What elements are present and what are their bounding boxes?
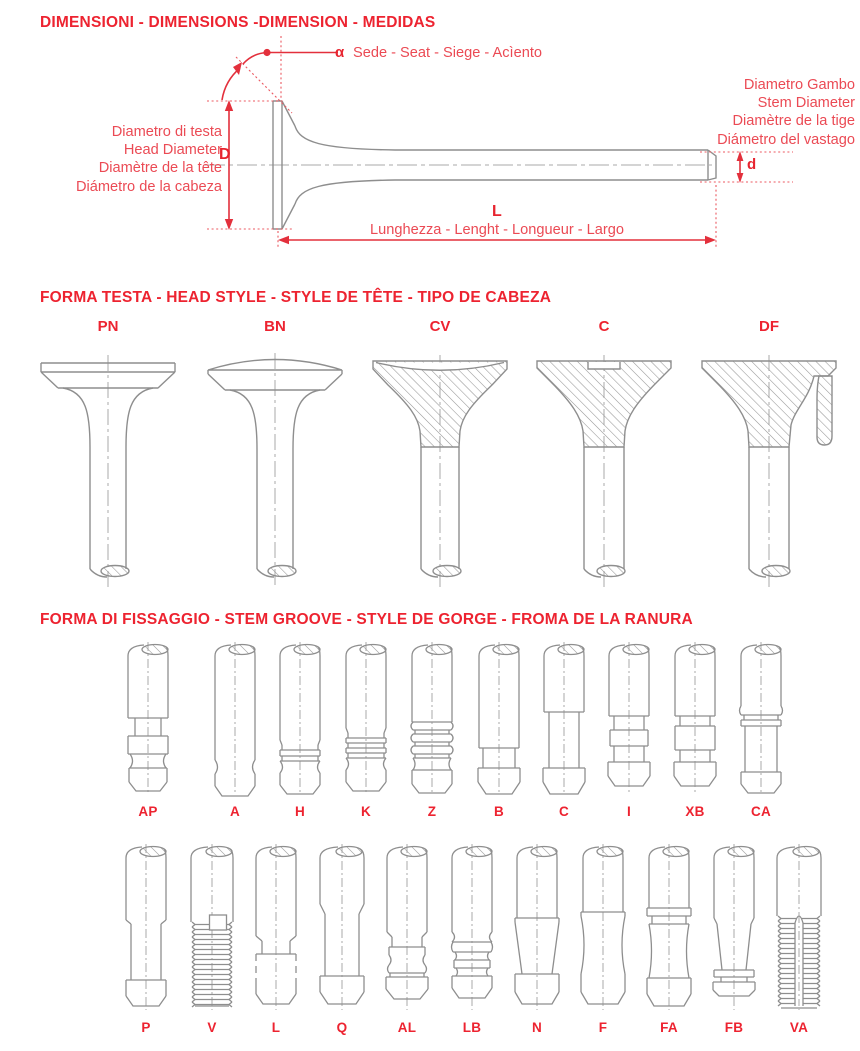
stem-groove-label-ap: AP bbox=[138, 804, 158, 819]
head-diameter-line-it: Diametro di testa bbox=[111, 124, 222, 140]
head-style-drawing-df bbox=[694, 341, 844, 591]
stem-groove-label-p: P bbox=[141, 1020, 151, 1035]
seat-leader-line bbox=[243, 53, 338, 65]
stem-groove-item-q bbox=[314, 842, 370, 1035]
stem-groove-label-v: V bbox=[207, 1020, 217, 1035]
dimensions-title: DIMENSIONI - DIMENSIONS -DIMENSION - MEDIDAS bbox=[40, 14, 436, 31]
stem-groove-item-l bbox=[248, 842, 304, 1035]
stem-groove-label-l: L bbox=[271, 1020, 281, 1035]
length-letter: L bbox=[492, 203, 502, 220]
stem-groove-item-fb bbox=[706, 842, 762, 1035]
stem-groove-drawing-p bbox=[118, 842, 174, 1014]
head-style-label-pn: PN bbox=[97, 318, 119, 335]
stem-groove-drawing-ca bbox=[733, 640, 789, 798]
stem-groove-label-lb: LB bbox=[462, 1020, 482, 1035]
head-style-drawing-bn bbox=[200, 341, 350, 591]
stem-groove-label-k: K bbox=[360, 804, 372, 819]
stem-groove-item-al bbox=[379, 842, 435, 1035]
stem-groove-item-z bbox=[404, 640, 460, 819]
stem-groove-label-f: F bbox=[598, 1020, 608, 1035]
head-style-label-bn: BN bbox=[264, 318, 286, 335]
stem-groove-label-z: Z bbox=[427, 804, 437, 819]
stem-groove-drawing-al bbox=[379, 842, 435, 1014]
stem-groove-drawing-va bbox=[771, 842, 827, 1014]
stem-groove-item-va bbox=[771, 842, 827, 1035]
stem-groove-label-fb: FB bbox=[724, 1020, 744, 1035]
stem-groove-item-k bbox=[338, 640, 394, 819]
stem-groove-drawing-f bbox=[575, 842, 631, 1014]
stem-groove-title: FORMA DI FISSAGGIO - STEM GROOVE - STYLE DE GORGE - FROMA DE LA RANURA bbox=[40, 611, 693, 628]
stem-groove-item-i bbox=[601, 640, 657, 819]
stem-groove-item-f bbox=[575, 842, 631, 1035]
stem-groove-drawing-q bbox=[314, 842, 370, 1014]
head-style-label-c: C bbox=[598, 318, 610, 335]
stem-groove-item-n bbox=[509, 842, 565, 1035]
stem-groove-drawing-fa bbox=[641, 842, 697, 1014]
stem-groove-item-p bbox=[118, 842, 174, 1035]
stem-groove-drawing-z bbox=[404, 640, 460, 798]
stem-groove-label-q: Q bbox=[336, 1020, 348, 1035]
stem-groove-drawing-k bbox=[338, 640, 394, 798]
stem-groove-label-b: B bbox=[493, 804, 505, 819]
head-style-drawing-c bbox=[529, 341, 679, 591]
stem-groove-drawing-ap bbox=[120, 640, 176, 798]
head-style-title: FORMA TESTA - HEAD STYLE - STYLE DE TÊTE - TIPO DE CABEZA bbox=[40, 289, 552, 306]
stem-groove-label-n: N bbox=[531, 1020, 543, 1035]
head-style-item-cv bbox=[365, 318, 515, 591]
stem-groove-drawing-c bbox=[536, 640, 592, 798]
head-style-item-df bbox=[694, 318, 844, 591]
stem-groove-label-fa: FA bbox=[660, 1020, 678, 1035]
stem-groove-drawing-b bbox=[471, 640, 527, 798]
head-style-item-bn bbox=[200, 318, 350, 591]
stem-groove-item-fa bbox=[641, 842, 697, 1035]
seat-angle-arc bbox=[222, 68, 240, 100]
stem-groove-drawing-v bbox=[184, 842, 240, 1014]
head-diameter-line-fr: Diamètre de la tête bbox=[98, 160, 222, 177]
stem-groove-item-v bbox=[184, 842, 240, 1035]
stem-groove-label-i: I bbox=[626, 804, 632, 819]
stem-diameter-line-fr: Diamètre de la tige bbox=[732, 113, 855, 130]
head-style-item-c bbox=[529, 318, 679, 591]
stem-groove-drawing-n bbox=[509, 842, 565, 1014]
stem-groove-item-xb bbox=[667, 640, 723, 819]
stem-groove-drawing-lb bbox=[444, 842, 500, 1014]
stem-diameter-label bbox=[717, 76, 855, 149]
stem-groove-drawing-fb bbox=[706, 842, 762, 1014]
stem-groove-label-xb: XB bbox=[685, 804, 705, 819]
head-diameter-label bbox=[76, 123, 222, 196]
length-label: Lunghezza - Lenght - Longueur - Largo bbox=[370, 222, 624, 238]
alpha-symbol: α bbox=[335, 44, 345, 61]
stem-groove-label-h: H bbox=[294, 804, 306, 819]
stem-diameter-line-en: Stem Diameter bbox=[757, 95, 855, 112]
head-diameter-line-es: Diámetro de la cabeza bbox=[75, 178, 222, 195]
stem-groove-item-a bbox=[207, 640, 263, 819]
seat-label: Sede - Seat - Siege - Acìento bbox=[353, 45, 543, 61]
stem-groove-item-ca bbox=[733, 640, 789, 819]
stem-groove-drawing-h bbox=[272, 640, 328, 798]
stem-groove-drawing-xb bbox=[667, 640, 723, 798]
head-diameter-line-en: Head Diameter bbox=[123, 142, 222, 159]
stem-groove-label-a: A bbox=[229, 804, 241, 819]
stem-groove-label-ca: CA bbox=[750, 804, 772, 819]
stem-diameter-line-it: Diametro Gambo bbox=[743, 77, 855, 93]
stem-groove-item-c bbox=[536, 640, 592, 819]
head-style-item-pn bbox=[33, 318, 183, 591]
head-style-drawing-cv bbox=[365, 341, 515, 591]
stem-groove-drawing-a bbox=[207, 640, 263, 798]
stem-groove-item-ap bbox=[120, 640, 176, 819]
stem-groove-label-c: C bbox=[558, 804, 570, 819]
stem-groove-label-al: AL bbox=[397, 1020, 417, 1035]
stem-groove-item-h bbox=[272, 640, 328, 819]
stem-groove-drawing-l bbox=[248, 842, 304, 1014]
head-style-label-cv: CV bbox=[429, 318, 451, 335]
stem-diameter-line-es: Diámetro del vastago bbox=[717, 131, 855, 148]
stem-groove-item-lb bbox=[444, 842, 500, 1035]
head-diameter-letter: D bbox=[219, 146, 231, 163]
stem-groove-drawing-i bbox=[601, 640, 657, 798]
stem-diameter-letter: d bbox=[747, 156, 757, 173]
stem-groove-label-va: VA bbox=[789, 1020, 809, 1035]
head-style-drawing-pn bbox=[33, 341, 183, 591]
head-style-label-df: DF bbox=[759, 318, 779, 335]
leader-dot bbox=[263, 49, 270, 56]
stem-groove-item-b bbox=[471, 640, 527, 819]
